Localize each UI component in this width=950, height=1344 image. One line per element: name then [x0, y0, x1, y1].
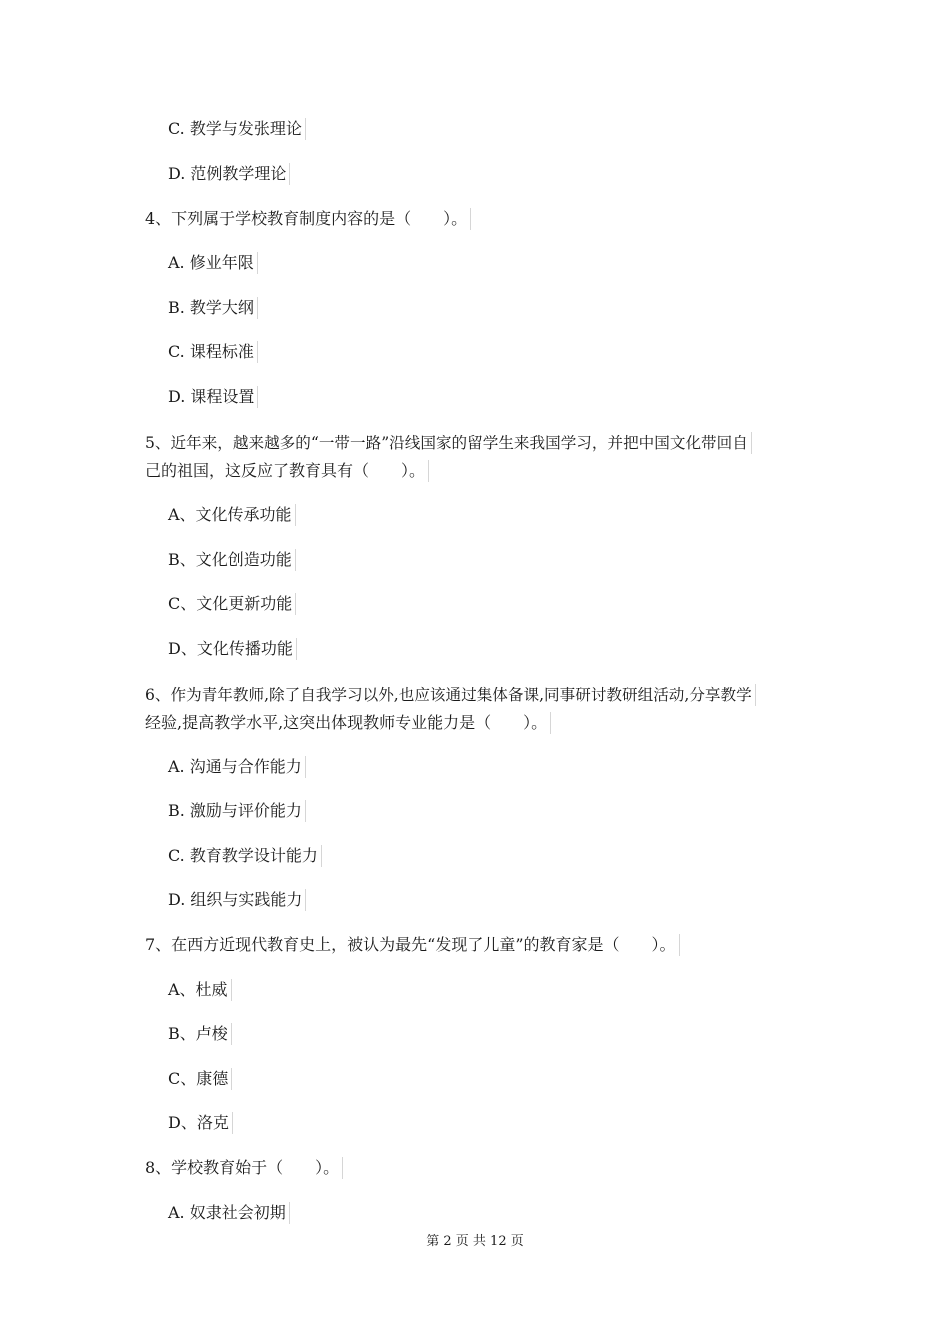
q5-option-a: A、文化传承功能: [168, 504, 296, 526]
q4-stem: 4、下列属于学校教育制度内容的是（ ）。: [145, 208, 471, 230]
q7-option-d: D、洛克: [168, 1112, 233, 1134]
q5-option-b: B、文化创造功能: [168, 549, 296, 571]
q6-stem-line2: 经验,提高教学水平,这突出体现教师专业能力是（ ）。: [145, 712, 551, 734]
q3-option-d: D. 范例教学理论: [168, 163, 290, 185]
q4-option-c: C. 课程标准: [168, 341, 258, 363]
q4-option-b: B. 教学大纲: [168, 297, 258, 319]
q7-option-c: C、康德: [168, 1068, 232, 1090]
q4-option-a: A. 修业年限: [168, 252, 258, 274]
q7-option-a: A、杜威: [168, 979, 232, 1001]
q6-option-c: C. 教育教学设计能力: [168, 845, 322, 867]
q8-option-a: A. 奴隶社会初期: [168, 1202, 290, 1224]
q6-option-d: D. 组织与实践能力: [168, 889, 306, 911]
q5-option-d: D、文化传播功能: [168, 638, 297, 660]
q4-option-d: D. 课程设置: [168, 386, 258, 408]
q5-option-c: C、文化更新功能: [168, 593, 296, 615]
page-footer: 第 2 页 共 12 页: [426, 1234, 524, 1249]
q3-option-c: C. 教学与发张理论: [168, 118, 306, 140]
q8-stem: 8、学校教育始于（ ）。: [145, 1157, 343, 1179]
q6-option-a: A. 沟通与合作能力: [168, 756, 306, 778]
q7-option-b: B、卢梭: [168, 1023, 232, 1045]
q7-stem: 7、在西方近现代教育史上，被认为最先“发现了儿童”的教育家是（ ）。: [145, 934, 680, 956]
q6-stem-line1: 6、作为青年教师,除了自我学习以外,也应该通过集体备课,同事研讨教研组活动,分享教学: [145, 684, 756, 706]
q5-stem-line1: 5、近年来，越来越多的“一带一路”沿线国家的留学生来我国学习，并把中国文化带回自: [145, 432, 752, 454]
q5-stem-line2: 己的祖国，这反应了教育具有（ ）。: [145, 460, 429, 482]
q6-option-b: B. 激励与评价能力: [168, 800, 306, 822]
